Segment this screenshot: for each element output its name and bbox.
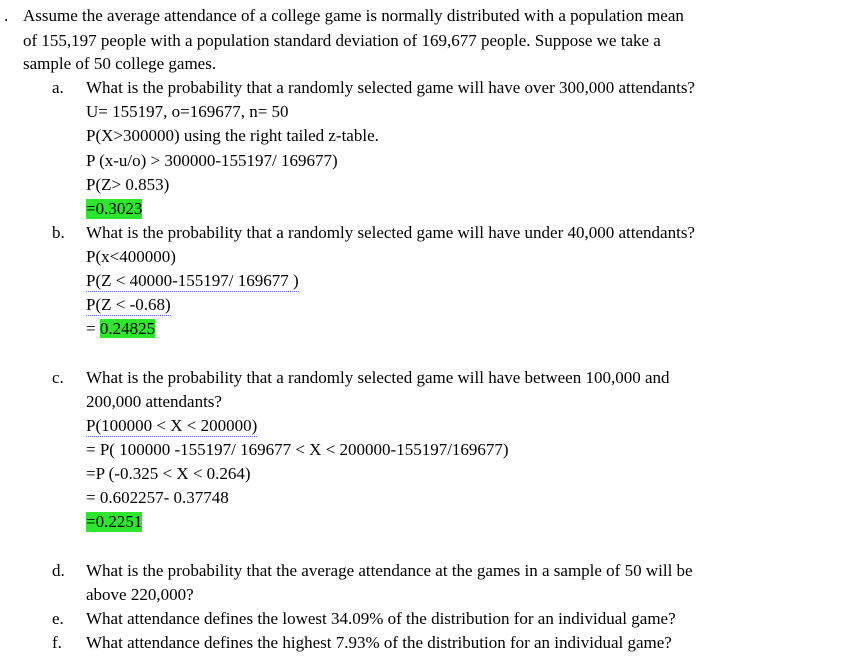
- part-b-work-2: P(Z < 40000-155197/ 169677 ): [86, 271, 299, 290]
- part-e-question: What attendance defines the lowest 34.09% of the distribution for an individual game?: [86, 609, 676, 628]
- part-c-work-1: P(100000 < X < 200000): [86, 416, 258, 435]
- part-d-question-1: What is the probability that the average attendance at the games in a sample of 50 will be: [86, 561, 693, 580]
- part-b-work-1: P(x<400000): [86, 247, 176, 266]
- part-a-work-4: P(Z> 0.853): [86, 175, 170, 194]
- part-f-question: What attendance defines the highest 7.93% of the distribution for an individual game?: [86, 633, 672, 652]
- part-c-work-3: =P (-0.325 < X < 0.264): [86, 464, 251, 483]
- part-b-answer: 0.24825: [99, 319, 156, 338]
- intro-line-2: of 155,197 people with a population standard deviation of 169,677 people. Suppose we take a: [23, 31, 661, 50]
- part-a-letter: a.: [52, 78, 64, 97]
- part-b-letter: b.: [52, 223, 65, 242]
- part-d-letter: d.: [52, 561, 65, 580]
- part-d-question-2: above 220,000?: [86, 585, 194, 604]
- part-b-question: What is the probability that a randomly selected game will have under 40,000 attendants?: [86, 223, 695, 242]
- part-a-answer: =0.3023: [86, 199, 143, 218]
- part-a-work-3: P (x-u/o) > 300000-155197/ 169677): [86, 151, 338, 170]
- part-a-work-1: U= 155197, o=169677, n= 50: [86, 102, 289, 121]
- part-c-answer: =0.2251: [86, 512, 143, 531]
- part-b-answer-row: [86, 319, 155, 339]
- part-c-question-1: What is the probability that a randomly selected game will have between 100,000 and: [86, 368, 670, 387]
- part-e-letter: e.: [52, 609, 64, 628]
- part-f-letter: f.: [52, 633, 62, 652]
- part-a-question: What is the probability that a randomly selected game will have over 300,000 attendants?: [86, 78, 695, 97]
- part-b-work-3: P(Z < -0.68): [86, 295, 171, 314]
- part-c-letter: c.: [52, 368, 64, 387]
- part-c-work-2: = P( 100000 -155197/ 169677 < X < 200000-155197/169677): [86, 440, 509, 459]
- part-c-work-4: = 0.602257- 0.37748: [86, 488, 229, 507]
- part-a-work-2: P(X>300000) using the right tailed z-table.: [86, 126, 379, 145]
- intro-line-3: sample of 50 college games.: [23, 54, 217, 73]
- part-c-question-2: 200,000 attendants?: [86, 392, 222, 411]
- list-bullet: .: [4, 6, 9, 25]
- part-b-answer-prefix: =: [86, 319, 100, 338]
- intro-line-1: Assume the average attendance of a college game is normally distributed with a population mean: [23, 6, 684, 25]
